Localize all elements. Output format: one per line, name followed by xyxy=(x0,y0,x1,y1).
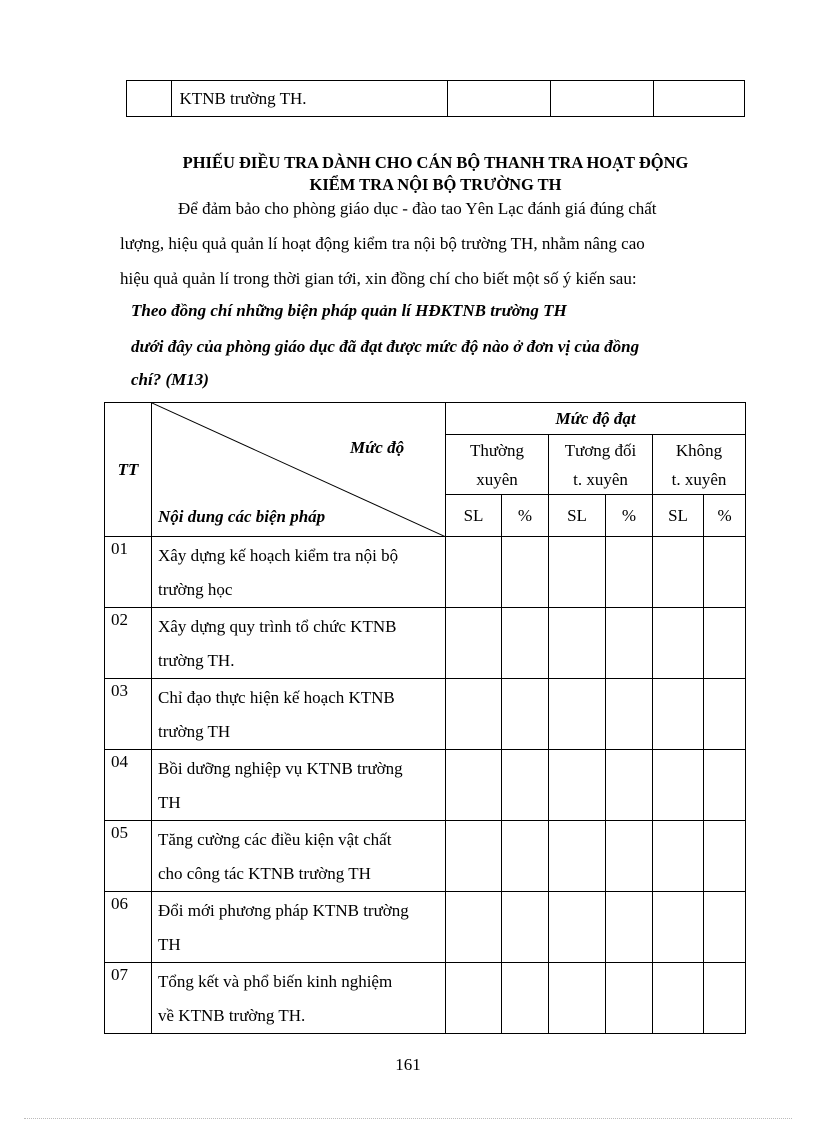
table-cell xyxy=(448,81,551,117)
question-line3: chí? (M13) xyxy=(131,370,209,389)
sl-cell[interactable] xyxy=(446,750,502,821)
sl-cell[interactable] xyxy=(653,750,704,821)
row-content-line1: Chỉ đạo thực hiện kế hoạch KTNB xyxy=(158,688,395,707)
row-content xyxy=(152,821,446,892)
table-row xyxy=(105,679,746,750)
percent-cell[interactable] xyxy=(502,892,549,963)
sl-cell[interactable] xyxy=(446,821,502,892)
row-content-line2: TH xyxy=(158,935,181,954)
previous-table-fragment xyxy=(126,80,745,117)
diagonal-header-cell xyxy=(152,403,446,537)
table-row xyxy=(105,963,746,1034)
table-row xyxy=(105,821,746,892)
table-header-row xyxy=(105,403,746,435)
row-content xyxy=(152,679,446,750)
sl-cell[interactable] xyxy=(653,537,704,608)
percent-cell[interactable] xyxy=(502,608,549,679)
row-content-line1: Bồi dưỡng nghiệp vụ KTNB trường xyxy=(158,759,403,778)
sl-cell[interactable] xyxy=(446,537,502,608)
table-cell xyxy=(127,81,172,117)
percent-cell[interactable] xyxy=(704,537,746,608)
row-content-line2: cho công tác KTNB trường TH xyxy=(158,864,371,883)
table-row xyxy=(105,750,746,821)
table-row xyxy=(127,81,745,117)
question-line1: Theo đồng chí những biện pháp quản lí HĐKTNB trường TH xyxy=(131,301,567,320)
question-line2: dưới đây của phòng giáo dục đã đạt được mức độ nào ở đơn vị của đồng xyxy=(131,337,640,356)
level-header: Mức độ xyxy=(350,438,405,457)
sl-header: SL xyxy=(446,495,502,537)
intro-line3: hiệu quả quản lí trong thời gian tới, xin đồng chí cho biết một số ý kiến sau: xyxy=(120,269,637,288)
survey-table xyxy=(104,402,746,1034)
percent-cell[interactable] xyxy=(606,963,653,1034)
sl-cell[interactable] xyxy=(549,892,606,963)
sl-header: SL xyxy=(549,495,606,537)
row-content-line2: TH xyxy=(158,793,181,812)
survey-title-line1: PHIẾU ĐIỀU TRA DÀNH CHO CÁN BỘ THANH TRA HOẠT ĐỘNG xyxy=(182,153,689,172)
table-row xyxy=(105,608,746,679)
row-content xyxy=(152,892,446,963)
sl-cell[interactable] xyxy=(653,821,704,892)
percent-cell[interactable] xyxy=(704,892,746,963)
percent-cell[interactable] xyxy=(606,608,653,679)
table-cell: KTNB trường TH. xyxy=(171,81,448,117)
percent-cell[interactable] xyxy=(606,821,653,892)
row-content xyxy=(152,608,446,679)
percent-header: % xyxy=(606,495,653,537)
row-content-line1: Tăng cường các điều kiện vật chất xyxy=(158,830,392,849)
percent-cell[interactable] xyxy=(704,750,746,821)
sl-header: SL xyxy=(653,495,704,537)
sl-cell[interactable] xyxy=(653,679,704,750)
page-number: 161 xyxy=(395,1055,421,1074)
page-bottom-divider xyxy=(24,1118,792,1119)
row-number: 06 xyxy=(105,892,152,963)
percent-cell[interactable] xyxy=(606,679,653,750)
group-header-line2: t. xuyên xyxy=(573,469,628,489)
sl-cell[interactable] xyxy=(446,608,502,679)
percent-cell[interactable] xyxy=(704,608,746,679)
sl-cell[interactable] xyxy=(549,679,606,750)
percent-header: % xyxy=(502,495,549,537)
percent-cell[interactable] xyxy=(502,821,549,892)
row-number: 04 xyxy=(105,750,152,821)
table-row xyxy=(105,892,746,963)
survey-title-line2: KIỂM TRA NỘI BỘ TRƯỜNG TH xyxy=(309,175,562,194)
group-header xyxy=(653,435,746,495)
percent-cell[interactable] xyxy=(502,679,549,750)
row-content-line2: trường TH xyxy=(158,722,231,741)
group-header-line2: xuyên xyxy=(476,469,518,489)
sl-cell[interactable] xyxy=(653,892,704,963)
intro-line1: Để đảm bảo cho phòng giáo dục - đào tao Yên Lạc đánh giá đúng chất xyxy=(178,199,657,218)
group-header-line2: t. xuyên xyxy=(671,469,727,489)
percent-cell[interactable] xyxy=(704,963,746,1034)
sl-cell[interactable] xyxy=(446,892,502,963)
percent-header: % xyxy=(704,495,746,537)
row-number: 03 xyxy=(105,679,152,750)
table-cell xyxy=(551,81,654,117)
table-row xyxy=(105,537,746,608)
row-number: 02 xyxy=(105,608,152,679)
group-header-line1: Thường xyxy=(469,440,525,460)
percent-cell[interactable] xyxy=(502,537,549,608)
percent-cell[interactable] xyxy=(502,750,549,821)
sl-cell[interactable] xyxy=(549,821,606,892)
content-header: Nội dung các biện pháp xyxy=(158,507,326,526)
percent-cell[interactable] xyxy=(606,892,653,963)
group-header xyxy=(446,435,549,495)
row-content-line2: trường TH. xyxy=(158,651,235,670)
intro-line2: lượng, hiệu quả quản lí hoạt động kiểm tra nội bộ trường TH, nhằm nâng cao xyxy=(120,234,645,253)
tt-header: TT xyxy=(105,403,152,537)
row-content-line1: Đổi mới phương pháp KTNB trường xyxy=(158,901,409,920)
row-number: 01 xyxy=(105,537,152,608)
sl-cell[interactable] xyxy=(653,608,704,679)
percent-cell[interactable] xyxy=(606,750,653,821)
percent-cell[interactable] xyxy=(704,679,746,750)
row-number: 05 xyxy=(105,821,152,892)
percent-cell[interactable] xyxy=(704,821,746,892)
sl-cell[interactable] xyxy=(549,608,606,679)
row-content-line1: Xây dựng quy trình tổ chức KTNB xyxy=(158,617,397,636)
sl-cell[interactable] xyxy=(549,750,606,821)
row-content xyxy=(152,963,446,1034)
row-content-line2: trường học xyxy=(158,580,233,599)
percent-cell[interactable] xyxy=(606,537,653,608)
group-header xyxy=(549,435,653,495)
group-header-line1: Tương đối xyxy=(564,440,637,460)
row-content-line2: về KTNB trường TH. xyxy=(158,1006,306,1025)
row-content xyxy=(152,750,446,821)
row-content xyxy=(152,537,446,608)
row-number: 07 xyxy=(105,963,152,1034)
sl-cell[interactable] xyxy=(549,537,606,608)
sl-cell[interactable] xyxy=(549,963,606,1034)
table-cell xyxy=(653,81,744,117)
sl-cell[interactable] xyxy=(446,963,502,1034)
achieved-level-header: Mức độ đạt xyxy=(446,403,746,435)
sl-cell[interactable] xyxy=(446,679,502,750)
row-content-line1: Xây dựng kế hoạch kiểm tra nội bộ xyxy=(158,546,399,565)
sl-cell[interactable] xyxy=(653,963,704,1034)
group-header-line1: Không xyxy=(675,440,723,460)
percent-cell[interactable] xyxy=(502,963,549,1034)
row-content-line1: Tổng kết và phổ biến kinh nghiệm xyxy=(158,972,393,991)
